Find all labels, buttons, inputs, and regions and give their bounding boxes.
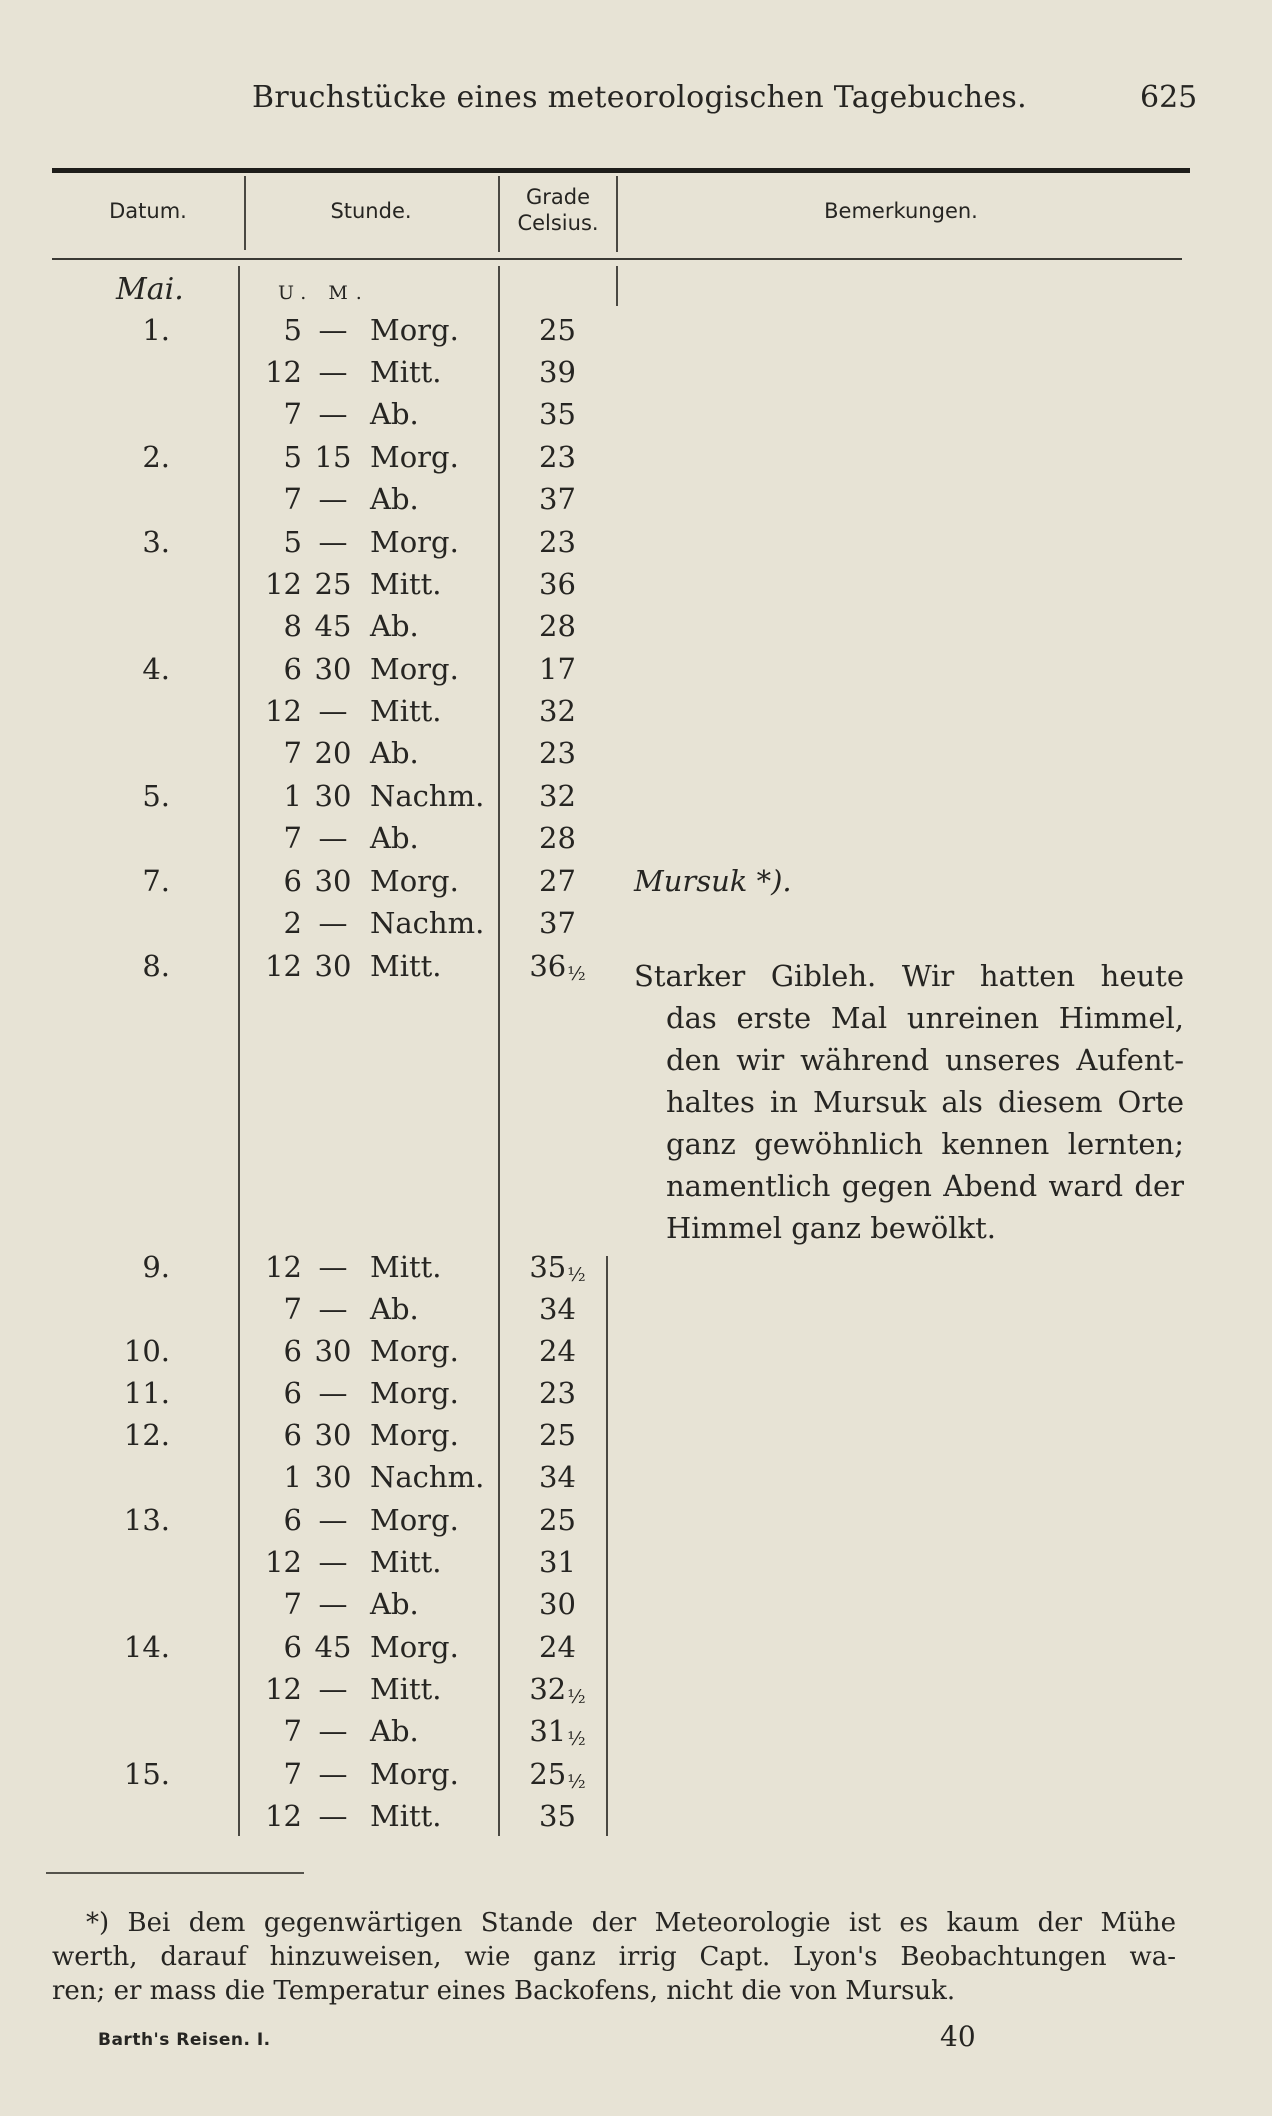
row-hour: 12	[265, 949, 302, 983]
table-row	[0, 1757, 1272, 1799]
remark-line: namentlich gegen Abend ward der	[666, 1169, 1184, 1203]
row-date: 5.	[142, 779, 170, 813]
table-row	[0, 1376, 1272, 1418]
row-period: Ab.	[370, 1714, 419, 1748]
table-row	[0, 609, 1272, 651]
temperature-fraction: ½	[567, 1686, 586, 1708]
row-hour: 7	[283, 1714, 302, 1748]
row-minute: —	[318, 355, 348, 389]
row-temperature: 30	[539, 1587, 576, 1621]
row-period: Morg.	[370, 440, 459, 474]
row-period: Ab.	[370, 736, 419, 770]
table-row	[0, 440, 1272, 482]
table-row	[0, 1292, 1272, 1334]
table-row	[0, 736, 1272, 778]
row-period: Nachm.	[370, 779, 485, 813]
remark-line: Starker Gibleh. Wir hatten heute	[634, 959, 1184, 993]
table-row	[0, 1503, 1272, 1545]
row-hour: 12	[265, 1799, 302, 1833]
row-minute: 45	[314, 1630, 352, 1664]
row-period: Ab.	[370, 609, 419, 643]
row-minute: 20	[314, 736, 352, 770]
table-top-rule	[52, 168, 1190, 173]
row-date: 3.	[142, 525, 170, 559]
row-temperature: 25	[539, 313, 576, 347]
row-date: 15.	[123, 1757, 170, 1791]
row-minute: —	[318, 313, 348, 347]
row-temperature: 37	[539, 482, 576, 516]
row-period: Morg.	[370, 1757, 459, 1791]
row-hour: 7	[283, 821, 302, 855]
table-row	[0, 397, 1272, 439]
row-hour: 6	[283, 1630, 302, 1664]
row-minute: —	[318, 1757, 348, 1791]
footnote	[52, 1906, 1176, 2008]
row-hour: 12	[265, 1250, 302, 1284]
row-date: 14.	[123, 1630, 170, 1664]
temperature-fraction: ½	[567, 963, 586, 985]
time-units: U. M.	[278, 282, 370, 304]
table-row	[0, 1714, 1272, 1756]
row-hour: 5	[283, 440, 302, 474]
column-header-stunde: Stunde.	[330, 199, 412, 223]
row-period: Ab.	[370, 1587, 419, 1621]
table-row	[0, 864, 1272, 906]
row-temperature: 35	[539, 397, 576, 431]
separator-body-3	[616, 266, 618, 306]
row-date: 7.	[142, 864, 170, 898]
row-minute: —	[318, 821, 348, 855]
row-period: Mitt.	[370, 1250, 442, 1284]
row-minute: —	[318, 1250, 348, 1284]
column-header-grade: Grade Celsius.	[517, 185, 599, 235]
row-hour: 6	[283, 1503, 302, 1537]
table-row	[0, 1630, 1272, 1672]
row-hour: 6	[283, 1418, 302, 1452]
row-temperature: 28	[539, 609, 576, 643]
row-date: 10.	[123, 1334, 170, 1368]
footnote-line: werth, darauf hinzuweisen, wie ganz irrig Capt. Lyon's Beobachtungen wa-	[52, 1942, 1176, 1972]
row-period: Mitt.	[370, 949, 442, 983]
row-minute: 30	[314, 864, 352, 898]
row-temperature: 31½	[529, 1714, 586, 1750]
row-hour: 12	[265, 567, 302, 601]
row-hour: 6	[283, 864, 302, 898]
row-temperature: 23	[539, 1376, 576, 1410]
row-minute: —	[318, 1503, 348, 1537]
row-minute: 15	[314, 440, 352, 474]
table-row	[0, 1460, 1272, 1502]
row-temperature: 25½	[529, 1757, 586, 1793]
row-hour: 1	[283, 1460, 302, 1494]
row-hour: 12	[265, 1672, 302, 1706]
row-period: Ab.	[370, 1292, 419, 1326]
row-minute: —	[318, 525, 348, 559]
row-minute: —	[318, 1292, 348, 1326]
table-row	[0, 525, 1272, 567]
row-hour: 5	[283, 525, 302, 559]
remark-line: Himmel ganz bewölkt.	[666, 1211, 996, 1245]
row-period: Morg.	[370, 1503, 459, 1537]
row-period: Mitt.	[370, 1545, 442, 1579]
row-hour: 5	[283, 313, 302, 347]
table-row	[0, 821, 1272, 863]
row-minute: —	[318, 1714, 348, 1748]
row-period: Morg.	[370, 525, 459, 559]
table-row	[0, 1250, 1272, 1292]
row-date: 12.	[123, 1418, 170, 1452]
column-header-bemerkungen: Bemerkungen.	[824, 199, 978, 223]
row-minute: —	[318, 482, 348, 516]
row-temperature: 28	[539, 821, 576, 855]
row-date: 13.	[123, 1503, 170, 1537]
row-temperature: 25	[539, 1503, 576, 1537]
row-date: 11.	[123, 1376, 170, 1410]
row-hour: 6	[283, 1334, 302, 1368]
row-hour: 6	[283, 652, 302, 686]
row-temperature: 23	[539, 525, 576, 559]
row-minute: 45	[314, 609, 352, 643]
month-label: Mai.	[116, 272, 184, 307]
row-minute: 30	[314, 1418, 352, 1452]
row-date: 9.	[142, 1250, 170, 1284]
separator-header-1	[244, 176, 246, 250]
row-temperature: 23	[539, 736, 576, 770]
running-head-title: Bruchstücke eines meteorologischen Tagebuches.	[252, 80, 1027, 115]
row-minute: 30	[314, 779, 352, 813]
table-row	[0, 1672, 1272, 1714]
row-minute: —	[318, 906, 348, 940]
row-temperature: 32	[539, 779, 576, 813]
remark-may-8	[634, 955, 1184, 1249]
row-minute: —	[318, 397, 348, 431]
row-hour: 7	[283, 482, 302, 516]
row-period: Morg.	[370, 1630, 459, 1664]
row-minute: —	[318, 1376, 348, 1410]
row-temperature: 25	[539, 1418, 576, 1452]
table-row	[0, 1587, 1272, 1629]
row-period: Morg.	[370, 652, 459, 686]
row-temperature: 36	[539, 567, 576, 601]
table-row	[0, 1799, 1272, 1841]
row-hour: 12	[265, 694, 302, 728]
row-period: Mitt.	[370, 1672, 442, 1706]
signature-number: 40	[940, 2020, 976, 2053]
row-hour: 7	[283, 736, 302, 770]
row-hour: 8	[283, 609, 302, 643]
separator-header-2	[498, 176, 500, 252]
running-head	[0, 80, 1272, 124]
row-hour: 12	[265, 1545, 302, 1579]
row-minute: 25	[314, 567, 352, 601]
row-hour: 7	[283, 1757, 302, 1791]
row-temperature: 34	[539, 1292, 576, 1326]
row-period: Morg.	[370, 864, 459, 898]
row-minute: 30	[314, 652, 352, 686]
row-period: Morg.	[370, 313, 459, 347]
row-temperature: 24	[539, 1334, 576, 1368]
temperature-fraction: ½	[567, 1264, 586, 1286]
row-minute: 30	[314, 1334, 352, 1368]
row-temperature: 35	[539, 1799, 576, 1833]
row-period: Nachm.	[370, 1460, 485, 1494]
column-header-datum: Datum.	[109, 199, 187, 223]
row-hour: 7	[283, 1292, 302, 1326]
row-temperature: 31	[539, 1545, 576, 1579]
row-period: Mitt.	[370, 355, 442, 389]
row-date: 1.	[142, 313, 170, 347]
row-temperature: 34	[539, 1460, 576, 1494]
table-row	[0, 779, 1272, 821]
row-period: Mitt.	[370, 1799, 442, 1833]
row-date: 8.	[142, 949, 170, 983]
footnote-rule	[46, 1872, 304, 1874]
row-hour: 7	[283, 1587, 302, 1621]
row-minute: —	[318, 1672, 348, 1706]
row-period: Mitt.	[370, 567, 442, 601]
table-row	[0, 906, 1272, 948]
remark-line: den wir während unseres Aufent-	[666, 1043, 1184, 1077]
table-row	[0, 482, 1272, 524]
row-period: Mitt.	[370, 694, 442, 728]
row-temperature: 35½	[529, 1250, 586, 1286]
row-hour: 7	[283, 397, 302, 431]
row-period: Morg.	[370, 1376, 459, 1410]
printer-signature: Barth's Reisen. I.	[98, 2030, 271, 2050]
row-period: Ab.	[370, 821, 419, 855]
row-temperature: 32	[539, 694, 576, 728]
row-temperature: 27	[539, 864, 576, 898]
row-temperature: 36½	[529, 949, 586, 985]
footnote-line: ren; er mass die Temperatur eines Backofens, nicht die von Mursuk.	[52, 1976, 956, 2006]
row-temperature: 17	[539, 652, 576, 686]
temperature-fraction: ½	[567, 1728, 586, 1750]
table-row	[0, 694, 1272, 736]
row-minute: 30	[314, 949, 352, 983]
row-hour: 6	[283, 1376, 302, 1410]
remark-line: ganz gewöhnlich kennen lernten;	[666, 1127, 1184, 1161]
table-row	[0, 652, 1272, 694]
row-period: Nachm.	[370, 906, 485, 940]
row-period: Morg.	[370, 1418, 459, 1452]
remark-line: das erste Mal unreinen Himmel,	[666, 1001, 1184, 1035]
row-period: Morg.	[370, 1334, 459, 1368]
table-row	[0, 1545, 1272, 1587]
row-remark: Mursuk *).	[634, 864, 792, 898]
table-row	[0, 567, 1272, 609]
row-temperature: 23	[539, 440, 576, 474]
row-temperature: 37	[539, 906, 576, 940]
remark-line: haltes in Mursuk als diesem Orte	[666, 1085, 1184, 1119]
row-hour: 12	[265, 355, 302, 389]
table-row	[0, 1334, 1272, 1376]
footnote-line: *) Bei dem gegenwärtigen Stande der Meteorologie ist es kaum der Mühe	[86, 1908, 1176, 1938]
row-hour: 2	[283, 906, 302, 940]
row-minute: —	[318, 1799, 348, 1833]
row-period: Ab.	[370, 397, 419, 431]
row-period: Ab.	[370, 482, 419, 516]
row-temperature: 39	[539, 355, 576, 389]
row-minute: —	[318, 694, 348, 728]
row-hour: 1	[283, 779, 302, 813]
table-row	[0, 313, 1272, 355]
row-minute: —	[318, 1545, 348, 1579]
header-bottom-rule	[52, 258, 1182, 260]
table-row	[0, 355, 1272, 397]
table-row	[0, 1418, 1272, 1460]
separator-header-3	[616, 176, 618, 252]
row-date: 4.	[142, 652, 170, 686]
row-temperature: 24	[539, 1630, 576, 1664]
row-minute: 30	[314, 1460, 352, 1494]
page-number: 625	[1140, 80, 1198, 115]
row-minute: —	[318, 1587, 348, 1621]
row-temperature: 32½	[529, 1672, 586, 1708]
row-date: 2.	[142, 440, 170, 474]
temperature-fraction: ½	[567, 1771, 586, 1793]
